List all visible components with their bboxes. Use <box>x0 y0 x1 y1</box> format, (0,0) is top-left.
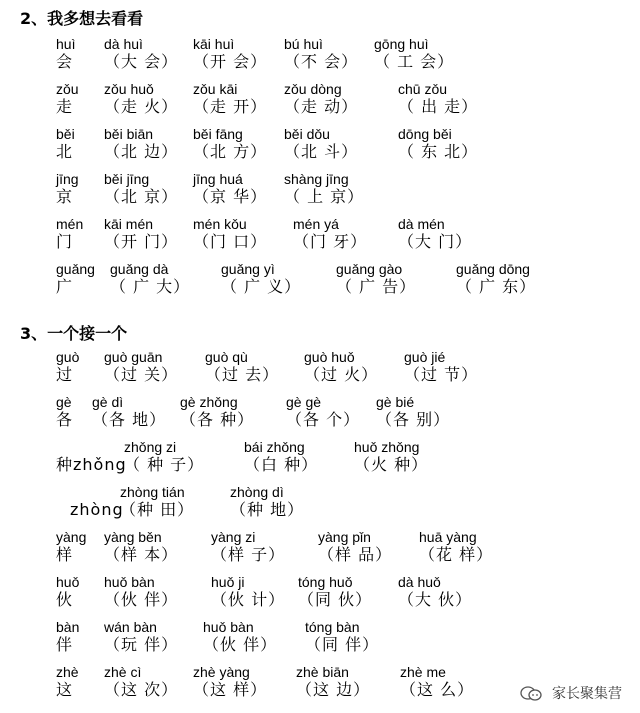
base-character <box>56 171 79 207</box>
base-character <box>56 261 95 297</box>
word-row <box>0 171 640 209</box>
hanzi-text: 这 <box>56 680 74 699</box>
word-pair <box>284 81 358 117</box>
pinyin-label: gōng huì <box>374 36 429 52</box>
pinyin-label: huā yàng <box>419 529 477 545</box>
word-pair <box>104 81 178 117</box>
section-heading-2: 2、我多想去看看 <box>20 9 144 28</box>
hanzi-text: （北 方） <box>193 142 268 161</box>
hanzi-text: 样 <box>56 545 74 564</box>
pinyin-label <box>70 484 124 500</box>
hanzi-text: （北 京） <box>104 187 179 206</box>
base-character <box>56 664 79 700</box>
hanzi-text: （开 会） <box>193 52 268 71</box>
pinyin-label: huǒ bàn <box>203 619 254 635</box>
word-row <box>0 261 640 299</box>
pinyin-label: chū zǒu <box>398 81 448 97</box>
word-pair <box>398 81 478 117</box>
hanzi-text: 门 <box>56 232 74 251</box>
hanzi-text: （各 种） <box>180 410 255 429</box>
watermark-text: 家长聚集营 <box>552 686 622 702</box>
word-pair <box>318 529 392 565</box>
pinyin-label: huǒ zhǒng <box>354 439 420 455</box>
hanzi-text: （ 种 子） <box>124 455 205 474</box>
hanzi-text: （种 田） <box>120 500 195 519</box>
hanzi-text: （大 门） <box>398 232 473 251</box>
hanzi-text: （门 牙） <box>293 232 368 251</box>
pinyin-label: zǒu dòng <box>284 81 342 97</box>
hanzi-text: （大 伙） <box>398 590 473 609</box>
base-character <box>56 349 79 385</box>
word-pair <box>104 36 178 72</box>
base-character <box>56 619 79 655</box>
pinyin-label: shàng jīng <box>284 171 349 187</box>
hanzi-text: （ 出 走） <box>398 97 479 116</box>
pinyin-label: guò qù <box>205 349 248 365</box>
word-pair <box>286 394 360 430</box>
word-pair <box>419 529 493 565</box>
base-character <box>56 529 86 565</box>
pinyin-label: huǒ <box>56 574 80 590</box>
pinyin-label <box>56 439 127 455</box>
word-pair <box>305 619 379 655</box>
word-pair <box>110 261 190 297</box>
pinyin-label: mén <box>56 216 84 232</box>
pinyin-label: jīng <box>56 171 79 187</box>
word-pair <box>304 349 378 385</box>
hanzi-text: （玩 伴） <box>104 635 179 654</box>
word-row <box>0 574 640 612</box>
base-character <box>56 574 79 610</box>
hanzi-text: （北 斗） <box>284 142 359 161</box>
hanzi-text: （白 种） <box>244 455 319 474</box>
word-pair <box>92 394 166 430</box>
pinyin-label: guò jié <box>404 349 446 365</box>
pinyin-label: dà huì <box>104 36 143 52</box>
pinyin-label: běi jīng <box>104 171 150 187</box>
pinyin-label: zǒu <box>56 81 79 97</box>
word-row <box>0 216 640 254</box>
section-heading-3: 3、一个接一个 <box>20 324 128 343</box>
word-pair <box>180 394 254 430</box>
pinyin-label: zhǒng zi <box>124 439 177 455</box>
hanzi-text: （过 火） <box>304 365 379 384</box>
word-pair <box>203 619 277 655</box>
pinyin-label: zhè yàng <box>193 664 250 680</box>
pinyin-label: guǎng <box>56 261 95 277</box>
hanzi-text: （走 开） <box>193 97 268 116</box>
word-pair <box>193 81 267 117</box>
hanzi-text: （伙 伴） <box>203 635 278 654</box>
hanzi-text: （过 关） <box>104 365 179 384</box>
word-pair <box>120 484 194 520</box>
pinyin-label: kāi huì <box>193 36 235 52</box>
pinyin-label: zhòng tián <box>120 484 185 500</box>
word-pair <box>193 36 267 72</box>
hanzi-text: （ 上 京） <box>284 187 365 206</box>
pinyin-label: běi biān <box>104 126 154 142</box>
pinyin-label: guò <box>56 349 80 365</box>
hanzi-text: 走 <box>56 97 74 116</box>
pinyin-label: guò huǒ <box>304 349 355 365</box>
pinyin-label: tóng huǒ <box>298 574 353 590</box>
hanzi-text: （门 口） <box>193 232 268 251</box>
word-pair <box>404 349 478 385</box>
hanzi-text: （这 次） <box>104 680 179 699</box>
hanzi-text: （伙 伴） <box>104 590 179 609</box>
pinyin-label: mén yá <box>293 216 339 232</box>
hanzi-text: （ 广 大） <box>110 277 191 296</box>
hanzi-text: （大 会） <box>104 52 179 71</box>
hanzi-text: （伙 计） <box>211 590 286 609</box>
word-pair <box>104 171 178 207</box>
base-character <box>56 439 127 475</box>
hanzi-text: （走 动） <box>284 97 359 116</box>
word-pair <box>193 216 267 252</box>
base-character <box>56 394 73 430</box>
pinyin-label: bái zhǒng <box>244 439 305 455</box>
hanzi-text: （花 样） <box>419 545 494 564</box>
word-pair <box>284 171 364 207</box>
word-pair <box>284 36 358 72</box>
pinyin-label: zhè me <box>400 664 446 680</box>
pinyin-label: zhè <box>56 664 79 680</box>
pinyin-label: mén kǒu <box>193 216 247 232</box>
pinyin-label: zhè cì <box>104 664 142 680</box>
hanzi-text: （过 去） <box>205 365 280 384</box>
word-pair <box>193 664 267 700</box>
word-row <box>0 81 640 119</box>
hanzi-text: （各 别） <box>376 410 451 429</box>
word-pair <box>398 574 472 610</box>
word-row <box>0 529 640 567</box>
word-row <box>0 439 640 477</box>
word-pair <box>104 664 178 700</box>
hanzi-text: （这 样） <box>193 680 268 699</box>
hanzi-text: 伴 <box>56 635 74 654</box>
hanzi-text: 北 <box>56 142 74 161</box>
word-pair <box>104 574 178 610</box>
pinyin-label: wán bàn <box>104 619 157 635</box>
hanzi-text: 各 <box>56 410 74 429</box>
word-pair <box>104 349 178 385</box>
word-pair <box>400 664 474 700</box>
hanzi-text: （ 东 北） <box>398 142 479 161</box>
word-pair <box>456 261 536 297</box>
hanzi-text: （种 地） <box>230 500 305 519</box>
pinyin-label: guǎng dà <box>110 261 169 277</box>
word-row <box>0 394 640 432</box>
watermark <box>520 683 622 703</box>
hanzi-text: （京 华） <box>193 187 268 206</box>
hanzi-text: （ 广 东） <box>456 277 537 296</box>
pinyin-label: gè <box>56 394 72 410</box>
word-pair <box>293 216 367 252</box>
pinyin-label: zǒu kāi <box>193 81 238 97</box>
word-pair <box>398 126 478 162</box>
word-pair <box>336 261 416 297</box>
word-row <box>0 36 640 74</box>
pinyin-label: guǎng yì <box>221 261 275 277</box>
word-row <box>0 619 640 657</box>
pinyin-label: guò guān <box>104 349 163 365</box>
word-pair <box>221 261 301 297</box>
base-character <box>56 126 75 162</box>
hanzi-text: （各 地） <box>92 410 167 429</box>
word-row <box>0 126 640 164</box>
word-pair <box>298 574 372 610</box>
pinyin-label: gè gè <box>286 394 322 410</box>
word-pair <box>376 394 450 430</box>
pinyin-label: huǒ bàn <box>104 574 155 590</box>
word-pair <box>284 126 358 162</box>
pinyin-label: dà mén <box>398 216 445 232</box>
hanzi-text: 过 <box>56 365 74 384</box>
word-pair <box>354 439 428 475</box>
hanzi-text: 京 <box>56 187 74 206</box>
hanzi-text: （样 本） <box>104 545 179 564</box>
hanzi-text: （不 会） <box>284 52 359 71</box>
pinyin-label: zhè biān <box>296 664 349 680</box>
hanzi-text: （这 么） <box>400 680 475 699</box>
word-pair <box>124 439 204 475</box>
pinyin-label: gè bié <box>376 394 415 410</box>
hanzi-text: 种zhǒng <box>56 455 127 474</box>
hanzi-text: （各 个） <box>286 410 361 429</box>
hanzi-text: （同 伴） <box>305 635 380 654</box>
wechat-logo-icon <box>520 686 542 702</box>
pinyin-label: guǎng dōng <box>456 261 530 277</box>
pinyin-label: gè zhǒng <box>180 394 238 410</box>
pinyin-label: běi fāng <box>193 126 243 142</box>
pinyin-label: yàng zi <box>211 529 256 545</box>
pinyin-label: dà huǒ <box>398 574 441 590</box>
pinyin-label: yàng pǐn <box>318 529 371 545</box>
word-pair <box>211 529 285 565</box>
word-pair <box>104 126 178 162</box>
pinyin-label: huǒ ji <box>211 574 245 590</box>
hanzi-text: 会 <box>56 52 74 71</box>
pinyin-label: gè dì <box>92 394 124 410</box>
hanzi-text: （ 广 义） <box>221 277 302 296</box>
hanzi-text: （样 子） <box>211 545 286 564</box>
word-pair <box>104 529 178 565</box>
pinyin-label: huì <box>56 36 76 52</box>
word-pair <box>193 171 267 207</box>
word-pair <box>230 484 304 520</box>
hanzi-text: （北 边） <box>104 142 179 161</box>
pinyin-label: bú huì <box>284 36 323 52</box>
pinyin-label: zhòng dì <box>230 484 284 500</box>
pinyin-label: yàng <box>56 529 87 545</box>
hanzi-text: （过 节） <box>404 365 479 384</box>
pinyin-label: yàng běn <box>104 529 162 545</box>
word-pair <box>296 664 370 700</box>
word-pair <box>211 574 285 610</box>
hanzi-text: （样 品） <box>318 545 393 564</box>
word-pair <box>205 349 279 385</box>
word-row <box>0 349 640 387</box>
hanzi-text: （ 广 告） <box>336 277 417 296</box>
pinyin-label: zǒu huǒ <box>104 81 154 97</box>
pinyin-label: dōng běi <box>398 126 452 142</box>
pinyin-label: tóng bàn <box>305 619 360 635</box>
hanzi-text: （开 门） <box>104 232 179 251</box>
hanzi-text: （走 火） <box>104 97 179 116</box>
pinyin-label: kāi mén <box>104 216 154 232</box>
hanzi-text: （ 工 会） <box>374 52 455 71</box>
base-character <box>70 484 124 520</box>
pinyin-label: jīng huá <box>193 171 243 187</box>
pinyin-label: guǎng gào <box>336 261 403 277</box>
hanzi-text: 广 <box>56 277 74 296</box>
hanzi-text: 伙 <box>56 590 74 609</box>
word-pair <box>244 439 318 475</box>
base-character <box>56 216 83 252</box>
base-character <box>56 36 75 72</box>
word-pair <box>104 619 178 655</box>
pinyin-label: bàn <box>56 619 80 635</box>
pinyin-label: běi dǒu <box>284 126 330 142</box>
word-pair <box>193 126 267 162</box>
hanzi-text: （火 种） <box>354 455 429 474</box>
word-pair <box>374 36 454 72</box>
base-character <box>56 81 79 117</box>
hanzi-text: zhòng <box>70 500 124 519</box>
hanzi-text: （同 伙） <box>298 590 373 609</box>
pinyin-label: běi <box>56 126 75 142</box>
word-pair <box>104 216 178 252</box>
word-row <box>0 484 640 522</box>
hanzi-text: （这 边） <box>296 680 371 699</box>
word-pair <box>398 216 472 252</box>
